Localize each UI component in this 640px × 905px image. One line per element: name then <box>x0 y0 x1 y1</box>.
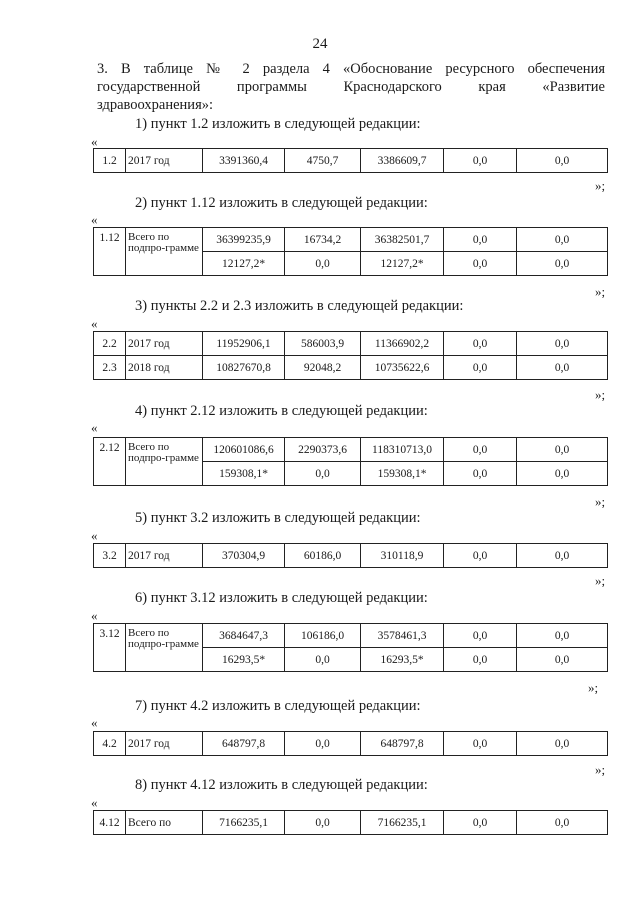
value-cell: 0,0 <box>517 811 608 835</box>
section-heading-3: 3) пункты 2.2 и 2.3 изложить в следующей редакции: <box>135 298 464 314</box>
value-cell: 0,0 <box>517 462 608 486</box>
table-row <box>94 438 608 462</box>
value-cell: 7166235,1 <box>203 811 285 835</box>
value-cell: 0,0 <box>517 149 608 173</box>
row-label: Всего по подпро-грамме <box>126 228 203 276</box>
value-cell: 0,0 <box>444 438 517 462</box>
table-row <box>94 732 608 756</box>
value-cell: 310118,9 <box>361 544 444 568</box>
table-item-2-12 <box>93 437 608 486</box>
table-item-3-12 <box>93 623 608 672</box>
close-quote: »; <box>595 573 606 588</box>
row-number: 3.2 <box>94 544 126 568</box>
value-cell: 10827670,8 <box>203 356 285 380</box>
value-cell: 11952906,1 <box>203 332 285 356</box>
close-quote: »; <box>595 762 606 777</box>
close-quote: »; <box>595 284 606 299</box>
table-row <box>94 149 608 173</box>
value-cell: 0,0 <box>444 544 517 568</box>
row-number: 3.12 <box>94 624 126 672</box>
table-row <box>94 624 608 648</box>
value-cell: 0,0 <box>285 648 361 672</box>
value-cell: 0,0 <box>517 624 608 648</box>
value-cell: 586003,9 <box>285 332 361 356</box>
row-number: 4.2 <box>94 732 126 756</box>
value-cell: 0,0 <box>517 332 608 356</box>
value-cell: 0,0 <box>517 732 608 756</box>
value-cell: 3386609,7 <box>361 149 444 173</box>
value-cell: 0,0 <box>444 732 517 756</box>
value-cell: 0,0 <box>517 544 608 568</box>
value-cell: 0,0 <box>444 332 517 356</box>
value-cell: 370304,9 <box>203 544 285 568</box>
section-heading-5: 5) пункт 3.2 изложить в следующей редакции: <box>135 510 421 526</box>
value-cell: 0,0 <box>517 356 608 380</box>
table-row <box>94 356 608 380</box>
value-cell: 3684647,3 <box>203 624 285 648</box>
value-cell: 0,0 <box>444 149 517 173</box>
value-cell: 36399235,9 <box>203 228 285 252</box>
row-number: 2.3 <box>94 356 126 380</box>
intro-line-1: 3. В таблице № 2 раздела 4 «Обоснование ресурсного обеспечения <box>97 61 605 77</box>
value-cell: 16293,5* <box>361 648 444 672</box>
value-cell: 0,0 <box>517 648 608 672</box>
row-label: 2017 год <box>126 544 203 568</box>
value-cell: 0,0 <box>285 252 361 276</box>
page-number: 24 <box>312 36 328 52</box>
value-cell: 60186,0 <box>285 544 361 568</box>
value-cell: 118310713,0 <box>361 438 444 462</box>
table-row <box>94 332 608 356</box>
value-cell: 106186,0 <box>285 624 361 648</box>
value-cell: 0,0 <box>285 462 361 486</box>
close-quote: »; <box>595 387 606 402</box>
close-quote: »; <box>588 680 599 695</box>
value-cell: 3391360,4 <box>203 149 285 173</box>
open-quote: « <box>91 134 98 149</box>
intro-line-2: государственной программы Краснодарского края «Развитие <box>97 79 605 95</box>
value-cell: 0,0 <box>285 732 361 756</box>
value-cell: 0,0 <box>444 462 517 486</box>
table-item-4-12 <box>93 810 608 835</box>
table-row <box>94 544 608 568</box>
open-quote: « <box>91 608 98 623</box>
table-item-1-12 <box>93 227 608 276</box>
open-quote: « <box>91 316 98 331</box>
row-number: 1.2 <box>94 149 126 173</box>
row-label: 2018 год <box>126 356 203 380</box>
value-cell: 12127,2* <box>203 252 285 276</box>
value-cell: 0,0 <box>517 438 608 462</box>
section-heading-4: 4) пункт 2.12 изложить в следующей редакции: <box>135 403 428 419</box>
value-cell: 120601086,6 <box>203 438 285 462</box>
open-quote: « <box>91 420 98 435</box>
open-quote: « <box>91 528 98 543</box>
value-cell: 0,0 <box>444 252 517 276</box>
row-label: 2017 год <box>126 732 203 756</box>
section-heading-6: 6) пункт 3.12 изложить в следующей редакции: <box>135 590 428 606</box>
value-cell: 0,0 <box>517 228 608 252</box>
value-cell: 0,0 <box>517 252 608 276</box>
value-cell: 0,0 <box>444 648 517 672</box>
close-quote: »; <box>595 178 606 193</box>
value-cell: 2290373,6 <box>285 438 361 462</box>
value-cell: 159308,1* <box>361 462 444 486</box>
value-cell: 16734,2 <box>285 228 361 252</box>
table-item-4-2 <box>93 731 608 756</box>
intro-paragraph <box>97 60 605 114</box>
row-label: Всего по <box>126 811 203 835</box>
value-cell: 92048,2 <box>285 356 361 380</box>
value-cell: 16293,5* <box>203 648 285 672</box>
table-item-1-2 <box>93 148 608 173</box>
value-cell: 0,0 <box>444 811 517 835</box>
open-quote: « <box>91 715 98 730</box>
row-number: 2.12 <box>94 438 126 486</box>
table-row <box>94 811 608 835</box>
row-number: 4.12 <box>94 811 126 835</box>
row-number: 1.12 <box>94 228 126 276</box>
value-cell: 0,0 <box>444 624 517 648</box>
close-quote: »; <box>595 494 606 509</box>
table-items-2-2-2-3 <box>93 331 608 380</box>
row-label: 2017 год <box>126 149 203 173</box>
value-cell: 4750,7 <box>285 149 361 173</box>
section-heading-7: 7) пункт 4.2 изложить в следующей редакции: <box>135 698 421 714</box>
table-row <box>94 228 608 252</box>
value-cell: 3578461,3 <box>361 624 444 648</box>
value-cell: 0,0 <box>444 228 517 252</box>
value-cell: 159308,1* <box>203 462 285 486</box>
value-cell: 0,0 <box>444 356 517 380</box>
value-cell: 12127,2* <box>361 252 444 276</box>
section-heading-1: 1) пункт 1.2 изложить в следующей редакции: <box>135 116 421 132</box>
table-item-3-2 <box>93 543 608 568</box>
open-quote: « <box>91 795 98 810</box>
row-label: 2017 год <box>126 332 203 356</box>
open-quote: « <box>91 212 98 227</box>
value-cell: 0,0 <box>285 811 361 835</box>
row-number: 2.2 <box>94 332 126 356</box>
section-heading-2: 2) пункт 1.12 изложить в следующей редакции: <box>135 195 428 211</box>
row-label: Всего по подпро-грамме <box>126 624 203 672</box>
value-cell: 10735622,6 <box>361 356 444 380</box>
value-cell: 648797,8 <box>203 732 285 756</box>
value-cell: 648797,8 <box>361 732 444 756</box>
value-cell: 11366902,2 <box>361 332 444 356</box>
row-label: Всего по подпро-грамме <box>126 438 203 486</box>
intro-line-3: здравоохранения»: <box>97 97 214 113</box>
value-cell: 36382501,7 <box>361 228 444 252</box>
section-heading-8: 8) пункт 4.12 изложить в следующей редакции: <box>135 777 428 793</box>
value-cell: 7166235,1 <box>361 811 444 835</box>
